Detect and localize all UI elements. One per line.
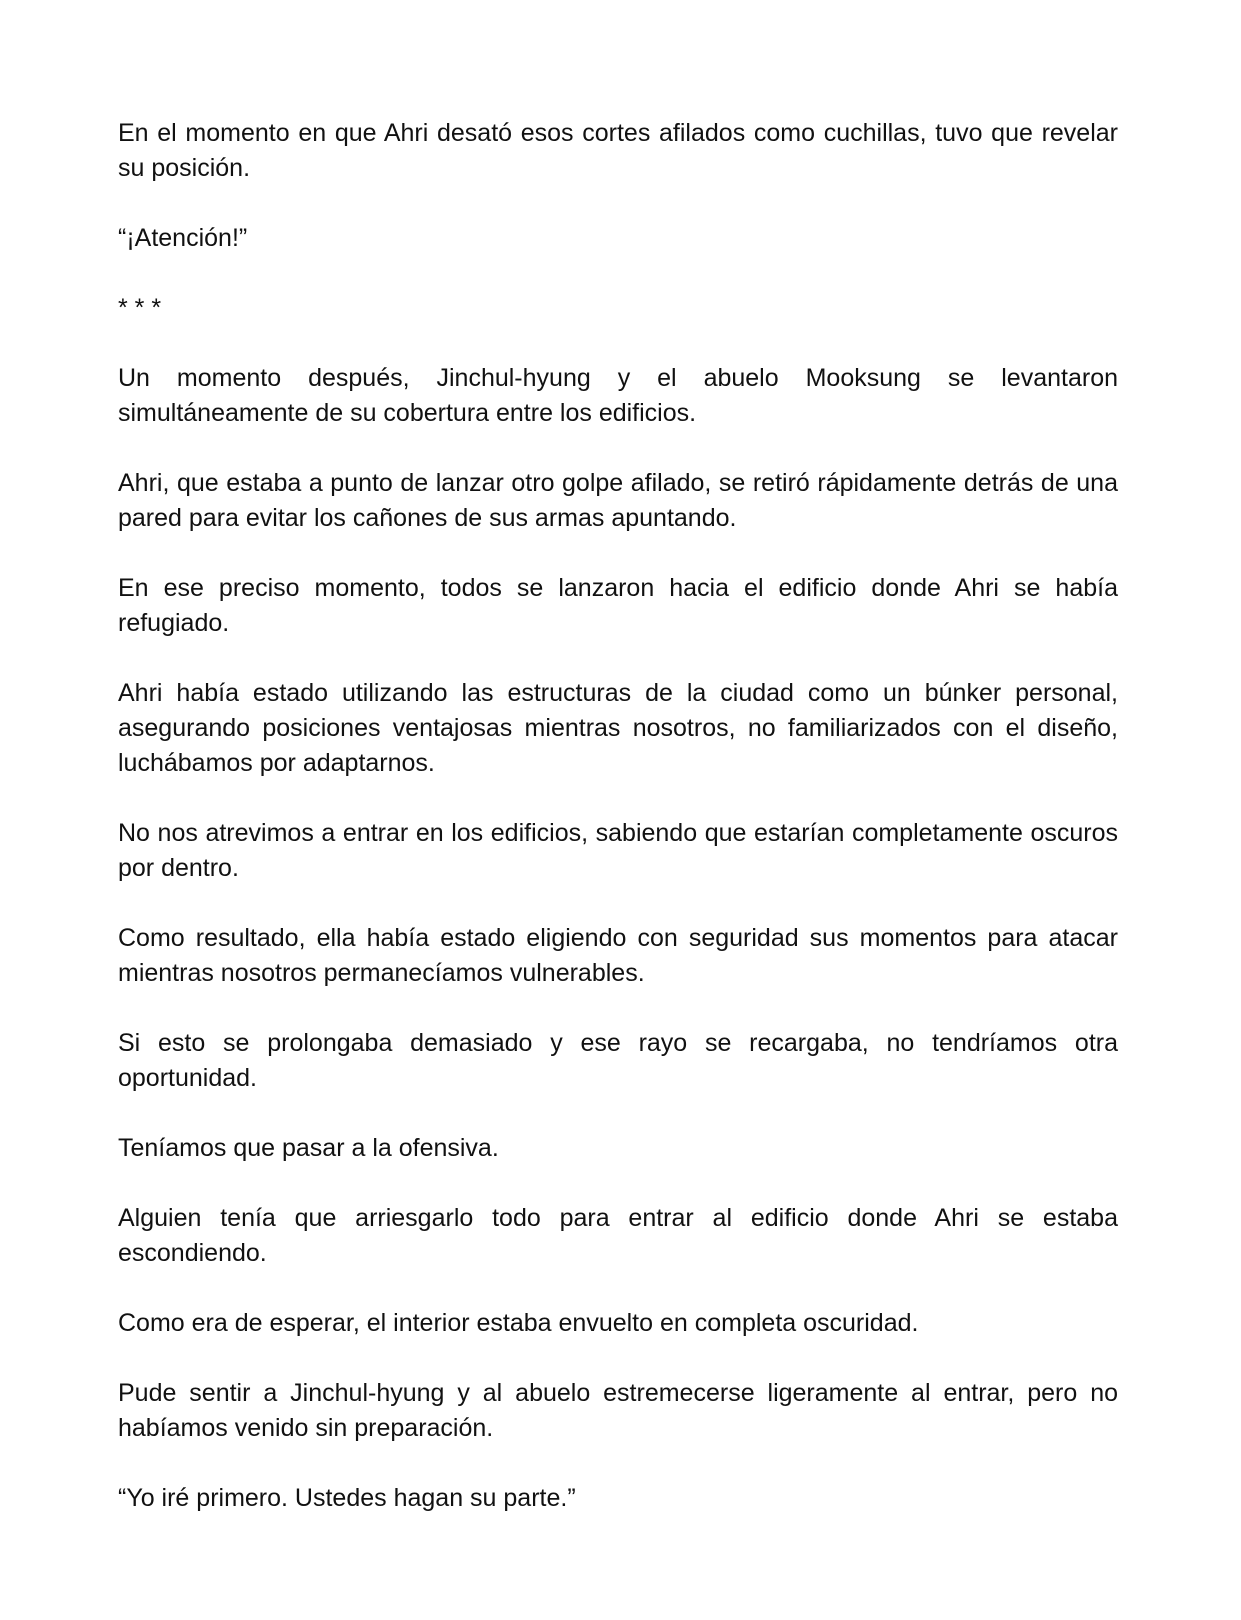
paragraph-12: Alguien tenía que arriesgarlo todo para entrar al edificio donde Ahri se estaba escondiendo. [118, 1204, 1118, 1267]
paragraph-2-dialogue: “¡Atención!” [118, 224, 248, 252]
paragraph-11: Teníamos que pasar a la ofensiva. [118, 1134, 499, 1162]
paragraph-4: Un momento después, Jinchul-hyung y el abuelo Mooksung se levantaron simultáneamente de su cobertura entre los edificios. [118, 364, 1118, 427]
paragraph-13: Como era de esperar, el interior estaba envuelto en completa oscuridad. [118, 1309, 919, 1337]
paragraph-6: En ese preciso momento, todos se lanzaron hacia el edificio donde Ahri se había refugiado. [118, 574, 1118, 637]
scene-break: * * * [118, 294, 162, 322]
paragraph-1: En el momento en que Ahri desató esos cortes afilados como cuchillas, tuvo que revelar su posición. [118, 119, 1118, 182]
paragraph-7: Ahri había estado utilizando las estructuras de la ciudad como un búnker personal, asegurando posiciones ventajosas mientras nosotros, no familiarizados con el diseño, luchábamos por adaptarnos. [118, 679, 1118, 777]
paragraph-8: No nos atrevimos a entrar en los edificios, sabiendo que estarían completamente oscuros por dentro. [118, 819, 1118, 882]
paragraph-14: Pude sentir a Jinchul-hyung y al abuelo estremecerse ligeramente al entrar, pero no habíamos venido sin preparación. [118, 1379, 1118, 1442]
paragraph-9: Como resultado, ella había estado eligiendo con seguridad sus momentos para atacar mientras nosotros permanecíamos vulnerables. [118, 924, 1118, 987]
document-body [118, 116, 1118, 1551]
paragraph-10: Si esto se prolongaba demasiado y ese rayo se recargaba, no tendríamos otra oportunidad. [118, 1029, 1118, 1092]
paragraph-15-dialogue: “Yo iré primero. Ustedes hagan su parte.” [118, 1484, 576, 1512]
paragraph-5: Ahri, que estaba a punto de lanzar otro golpe afilado, se retiró rápidamente detrás de una pared para evitar los cañones de sus armas apuntando. [118, 469, 1118, 532]
